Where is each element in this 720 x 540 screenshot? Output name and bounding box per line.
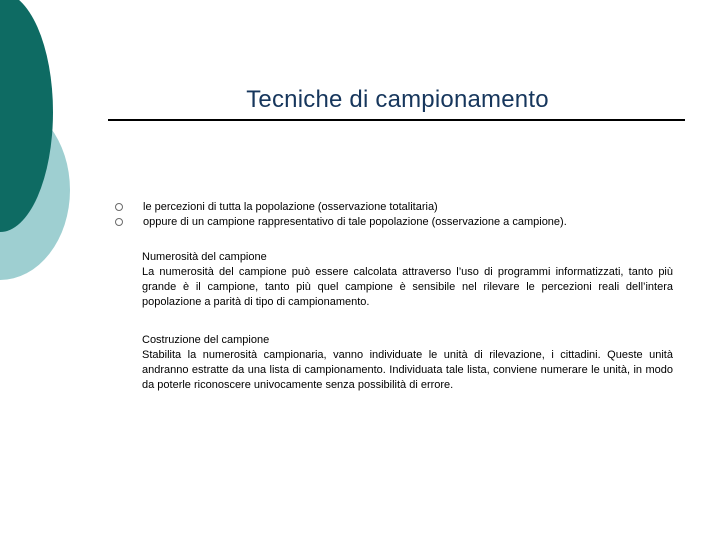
section-heading: Numerosità del campione bbox=[142, 251, 267, 263]
title-divider bbox=[108, 119, 685, 121]
section-heading: Costruzione del campione bbox=[142, 334, 270, 346]
circle-bullet-icon bbox=[115, 218, 123, 226]
bullet-text: oppure di un campione rappresentativo di tale popolazione (osservazione a campione). bbox=[143, 216, 567, 228]
bullet-item bbox=[115, 215, 685, 230]
bullet-text: le percezioni di tutta la popolazione (osservazione totalitaria) bbox=[143, 201, 438, 213]
slide-title: Tecniche di campionamento bbox=[246, 86, 549, 113]
bullet-list bbox=[115, 200, 685, 230]
section-sample-size bbox=[142, 250, 673, 310]
bullet-item bbox=[115, 200, 685, 215]
section-sample-construction bbox=[142, 333, 673, 393]
decorative-circles bbox=[0, 0, 110, 290]
circle-bullet-icon bbox=[115, 203, 123, 211]
section-text: La numerosità del campione può essere calcolata attraverso l’uso di programmi informatizzati, tanto più grande è il campione, tanto più quel campione è sensibile nel rilevare le percezioni reali dell’intera popolazione a parità di tipo di campionamento. bbox=[142, 266, 673, 308]
section-text: Stabilita la numerosità campionaria, vanno individuate le unità di rilevazione, i cittadini. Queste unità andranno estratte da una lista di campionamento. Individuata tale lista, conviene numerare le unità, in modo da poterle riconoscere univocamente senza possibilità di errore. bbox=[142, 349, 673, 391]
